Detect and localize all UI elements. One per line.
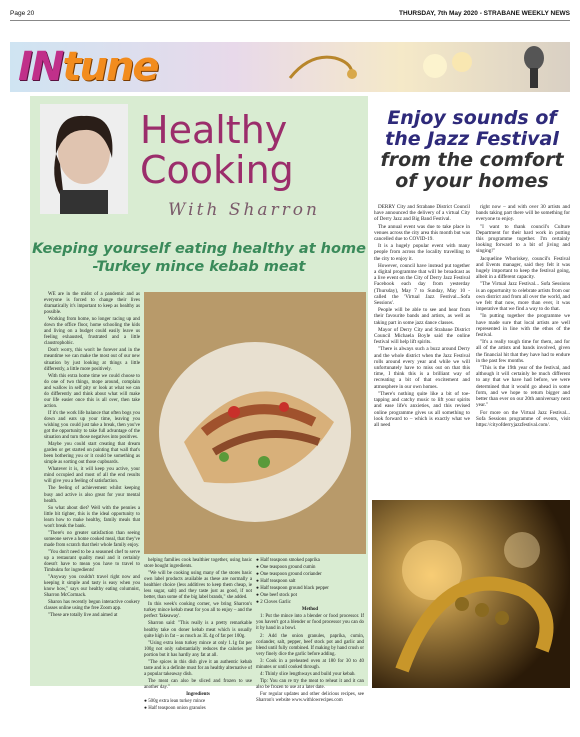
ingredients-heading: Ingredients xyxy=(186,691,210,697)
stage-lights-icon xyxy=(420,46,480,86)
jazz-column-2: right now – and with over 30 artists and bands taking part there will be something for everyone to enjoy. "I want to thank council's Culture Department for their hard work in putting this programme together. I'm certainly looking forward to a bit of jiving and singing!" Jacqueline Whoriskey, council's Festival and Events manager, said they felt it was hugely important to keep the festival going, albeit in a different capacity. "The Virtual Jazz Festival... Sofa Sessions is an opportunity to celebrate artists from our own district and from all over the world, and we felt that now, more than ever, it was imperative that we find a way to do that. "In putting together the programme we have made sure that local artists are well represented in line with the ethos of the festival. "It's a really tough time for them, and for all of the artists and bands involved, given the financial hit that they have had to endure in the past few months. "This is the 19th year of the festival, and although it will certainly be much different to any that we have had before, we were determined that it would go ahead in some form, and we hope to return bigger and better than ever on our 20th anniversary next year." For more on the Virtual Jazz Festival... Sofa Sessions programme of events, visit https://cityofderryjazzfestival.com/. xyxy=(476,204,570,428)
intune-logo: INtune xyxy=(18,44,158,90)
page-header xyxy=(10,6,570,21)
microphone-icon xyxy=(504,44,550,90)
jazz-column-1: DERRY City and Strabane District Council have announced the delivery of a virtual City of Derry Jazz and Big Band Festival. The annual event was due to take place in venues across the city area this month but was cancelled due to COVID-19. It is a hugely popular event with many people from across the locality travelling to the city to enjoy it. However, council have instead put together a digital programme that will be broadcast as a live event on the City of Derry Jazz Festival Facebook each day from yesterday (Thursday), May 7 to Sunday, May 10 - called the 'Virtual Jazz Festival...Sofa Sessions'. People will be able to see and hear from their favourite bands and artists, as well as taking part in some jazz dance classes. Mayor of Derry City and Strabane District Council Michaela Boyle said the online festival will help lift spirits. "There is always such a buzz around Derry and the whole district when the Jazz Festival rolls around every year and while we will unfortunately have to miss out on that this time, I think this is a brilliant way of recreating a bit of that excitement and atmosphere in our own homes. "There's nothing quite like a bit of toe-tapping and catchy music to lift your spirits and ease life's anxieties, and this revised online programme gives us all something to look forward to – which is exactly what we all need xyxy=(374,204,470,428)
saxophone-photo xyxy=(372,500,570,688)
method-heading: Method xyxy=(301,607,319,613)
cooking-headline: Keeping yourself eating healthy at home -Turkey mince kebab meat xyxy=(32,241,366,275)
columnist-portrait xyxy=(40,104,128,214)
jazz-headline: Enjoy sounds of the Jazz Festival from the comfort of your homes xyxy=(380,107,564,192)
kebab-food-photo xyxy=(144,292,366,554)
cooking-column-2: helping families cook healthier together, using basic store bought ingredients. "We will be cooking using many of the stores basic own label products available as these are normally a healthier choice (less additives to keep them cheap, ie less sugar, salt) and they taste just as good, if not better, than some of the big label brands," she added. In this week's cooking corner, we bring Sharron's turkey mince kebab meat for you all to enjoy – and the perfect 'fakeaway'. Sharron said: "This really is a pretty remarkable healthy take on doner kebab meat which is usually quite high in fat – as much as 3L 4g of fat per 100g. "Using extra lean turkey mince at only 1.1g fat per 100g not only substantially reduces the calories per portion but it has hardly any fat at all. "The spices in this dish give it an authentic kebab taste and is a definite must for an healthy alternative of a popular takeaway dish. The meat can also be sliced and frozen to use another day." Ingredients ● 500g extra lean turkey mince ● Half teaspoon onion granules xyxy=(144,558,252,712)
publication-line: THURSDAY, 7th May 2020 - STRABANE WEEKLY NEWS xyxy=(399,9,570,17)
intune-banner xyxy=(10,42,570,92)
cooking-title: Healthy Cooking xyxy=(140,108,294,192)
cooking-column-3: ● Half teaspoon smoked paprika ● One teaspoon ground cumin ● One teaspoon ground coriander ● Half teaspoon salt ● Half teaspoon ground black pepper ● One beef stock pot ● 2 Cloves Garlic Method 1: Put the mince into a blender or food processor. If you haven't got a blender or food processor you can do it by hand in a bowl. 2: Add the onion granules, paprika, cumin, coriander, salt, pepper, beef stock pot and garlic and blend until fully combined. If making by hand crush or very finely dice the garlic before adding. 3: Cook in a preheated oven at 180 for 30 to 40 minutes or until cooked through. 4: Thinly slice lengthways and build your kebab. Tip: You can re try the meat to reheat it and it can also be frozen to use at a later date. For regular updates and other delicious recipes, see Sharron's website www.withlowrecipes.com xyxy=(256,558,364,703)
cooking-byline: With Sharron xyxy=(168,200,320,220)
page-number: Page 20 xyxy=(10,9,35,17)
healthy-cooking-section xyxy=(30,96,368,712)
cooking-column-1: WE are in the midst of a pandemic and as everyone is forced to change their lives dramatically it's important to keep as healthy as possible. Working from home, no longer racing up and down the office floor, home schooling the kids and living on a budget could easily leave us feeling exhausted, frustrated and a little claustrophobic. Don't worry, this won't be forever and in the meantime we can make the most out of our new situation by just looking at things a little differently, a little more positively. With this extra home time we could choose to do one of two things, mope around, complain and wallow in self pity or look at what we can do differently and think about what will make our life easier once this is all over, then take action. If it's the work life balance that often bogs you down and eats up your time, leaving you wishing you could just take a break, then you've got the opportunity to take full advantage of the situation and turn those negatives into positives. Maybe you could start creating that dream garden or get started on painting that wall that's been bothering you or it could be something as simple as sorting out those cupboards. Whatever it is, it will keep you active, your mind occupied and most of all the end results will give you a feeling of satisfaction. The feeling of achievement whilst keeping busy and active is also great for your mental health. So what about diet? Well with the pennies a little bit tighter, this is the ideal opportunity to learn how to make healthy, family meals that won't break the bank. "There's no greater satisfaction than seeing someone serve a home cooked meal, that they've made from scratch that their whole family enjoy. "You don't need to be a seasoned chef to serve up a restaurant quality meal and it certainly doesn't have to mean you have to travel to Timbuktu for ingredients! "Anyway you couldn't travel right now and keeping it simple and tasty is easy when you know how," says our healthy eating columnist, Sharron McCormack. Sharon has recently begun interactive cookery classes online using the free Zoom app. "These are totally live and aimed at xyxy=(44,292,140,619)
saxophone-icon xyxy=(280,48,360,86)
